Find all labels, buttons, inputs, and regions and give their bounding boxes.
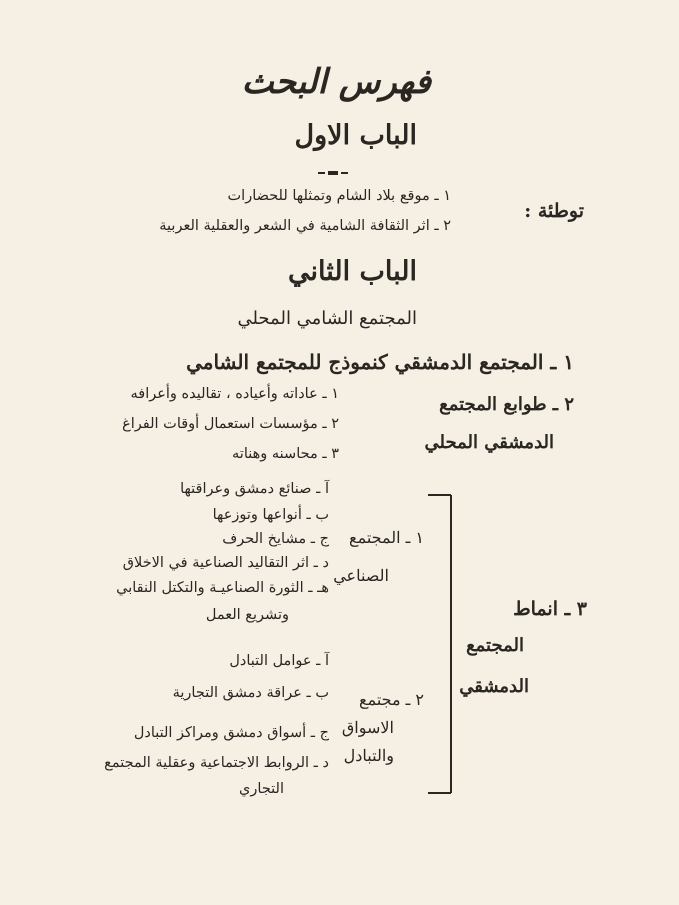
section2-title-line1: ٢ ـ طوابع المجتمع [439,394,574,415]
sub1-label-line1: ١ ـ المجتمع [349,528,424,547]
sub1-item-5: هـ ـ الثورة الصناعيـة والتكتل النقابي [116,580,329,596]
sub2-item-3: ج ـ أسواق دمشق ومراكز التبادل [133,725,329,741]
sub2-label-line3: والتبادل [343,746,394,765]
section2-item-2: ٢ ـ مؤسسات استعمال أوقات الفراغ [122,416,339,432]
sub2-label-line1: ٢ ـ مجتمع [359,690,424,709]
sub1-item-5-cont: وتشريع العمل [205,607,289,623]
sub1-item-3: ج ـ مشايخ الحرف [222,531,329,547]
ornament-divider [318,170,348,176]
intro-label: توطئة : [524,200,584,222]
sub2-label-line2: الاسواق [341,718,394,737]
sub2-item-2: ب ـ عراقة دمشق التجارية [172,685,329,701]
intro-item-1: ١ ـ موقع بلاد الشام وتمثلها للحضارات [227,188,451,204]
section2-item-1: ١ ـ عاداته وأعياده ، تقاليده وأعرافه [130,386,339,402]
section1-title: ١ ـ المجتمع الدمشقي كنموذج للمجتمع الشامي [186,350,574,374]
intro-item-2: ٢ ـ اثر الثقافة الشامية في الشعر والعقلية العربية [159,218,451,234]
section2-item-3: ٣ ـ محاسنه وهناته [232,446,339,462]
sub1-item-2: ب ـ أنواعها وتوزعها [212,507,329,523]
sub1-item-4: د ـ اثر التقاليد الصناعية في الاخلاق [122,555,329,571]
chapter2-heading: الباب الثاني [287,256,417,287]
chapter2-subtitle: المجتمع الشامي المحلي [237,308,417,329]
chapter1-heading: الباب الاول [294,120,417,151]
section3-title-line2: المجتمع [466,635,524,656]
bracket-top [428,494,451,496]
sub2-item-4: د ـ الروابط الاجتماعية وعقلية المجتمع [104,755,329,771]
sub1-item-1: آ ـ صنائع دمشق وعراقتها [180,481,329,497]
section3-title-line1: ٣ ـ انماط [513,598,587,620]
sub2-item-1: آ ـ عوامل التبادل [229,653,329,669]
sub2-item-4-cont: التجاري [239,781,284,797]
sub1-label-line2: الصناعي [333,566,389,585]
section3-title-line3: الدمشقي [459,676,529,697]
section2-title-line2: الدمشقي المحلي [424,432,554,453]
bracket-vertical [450,495,452,793]
index-title: فهرس البحث [241,62,431,102]
bracket-bottom [428,792,451,794]
